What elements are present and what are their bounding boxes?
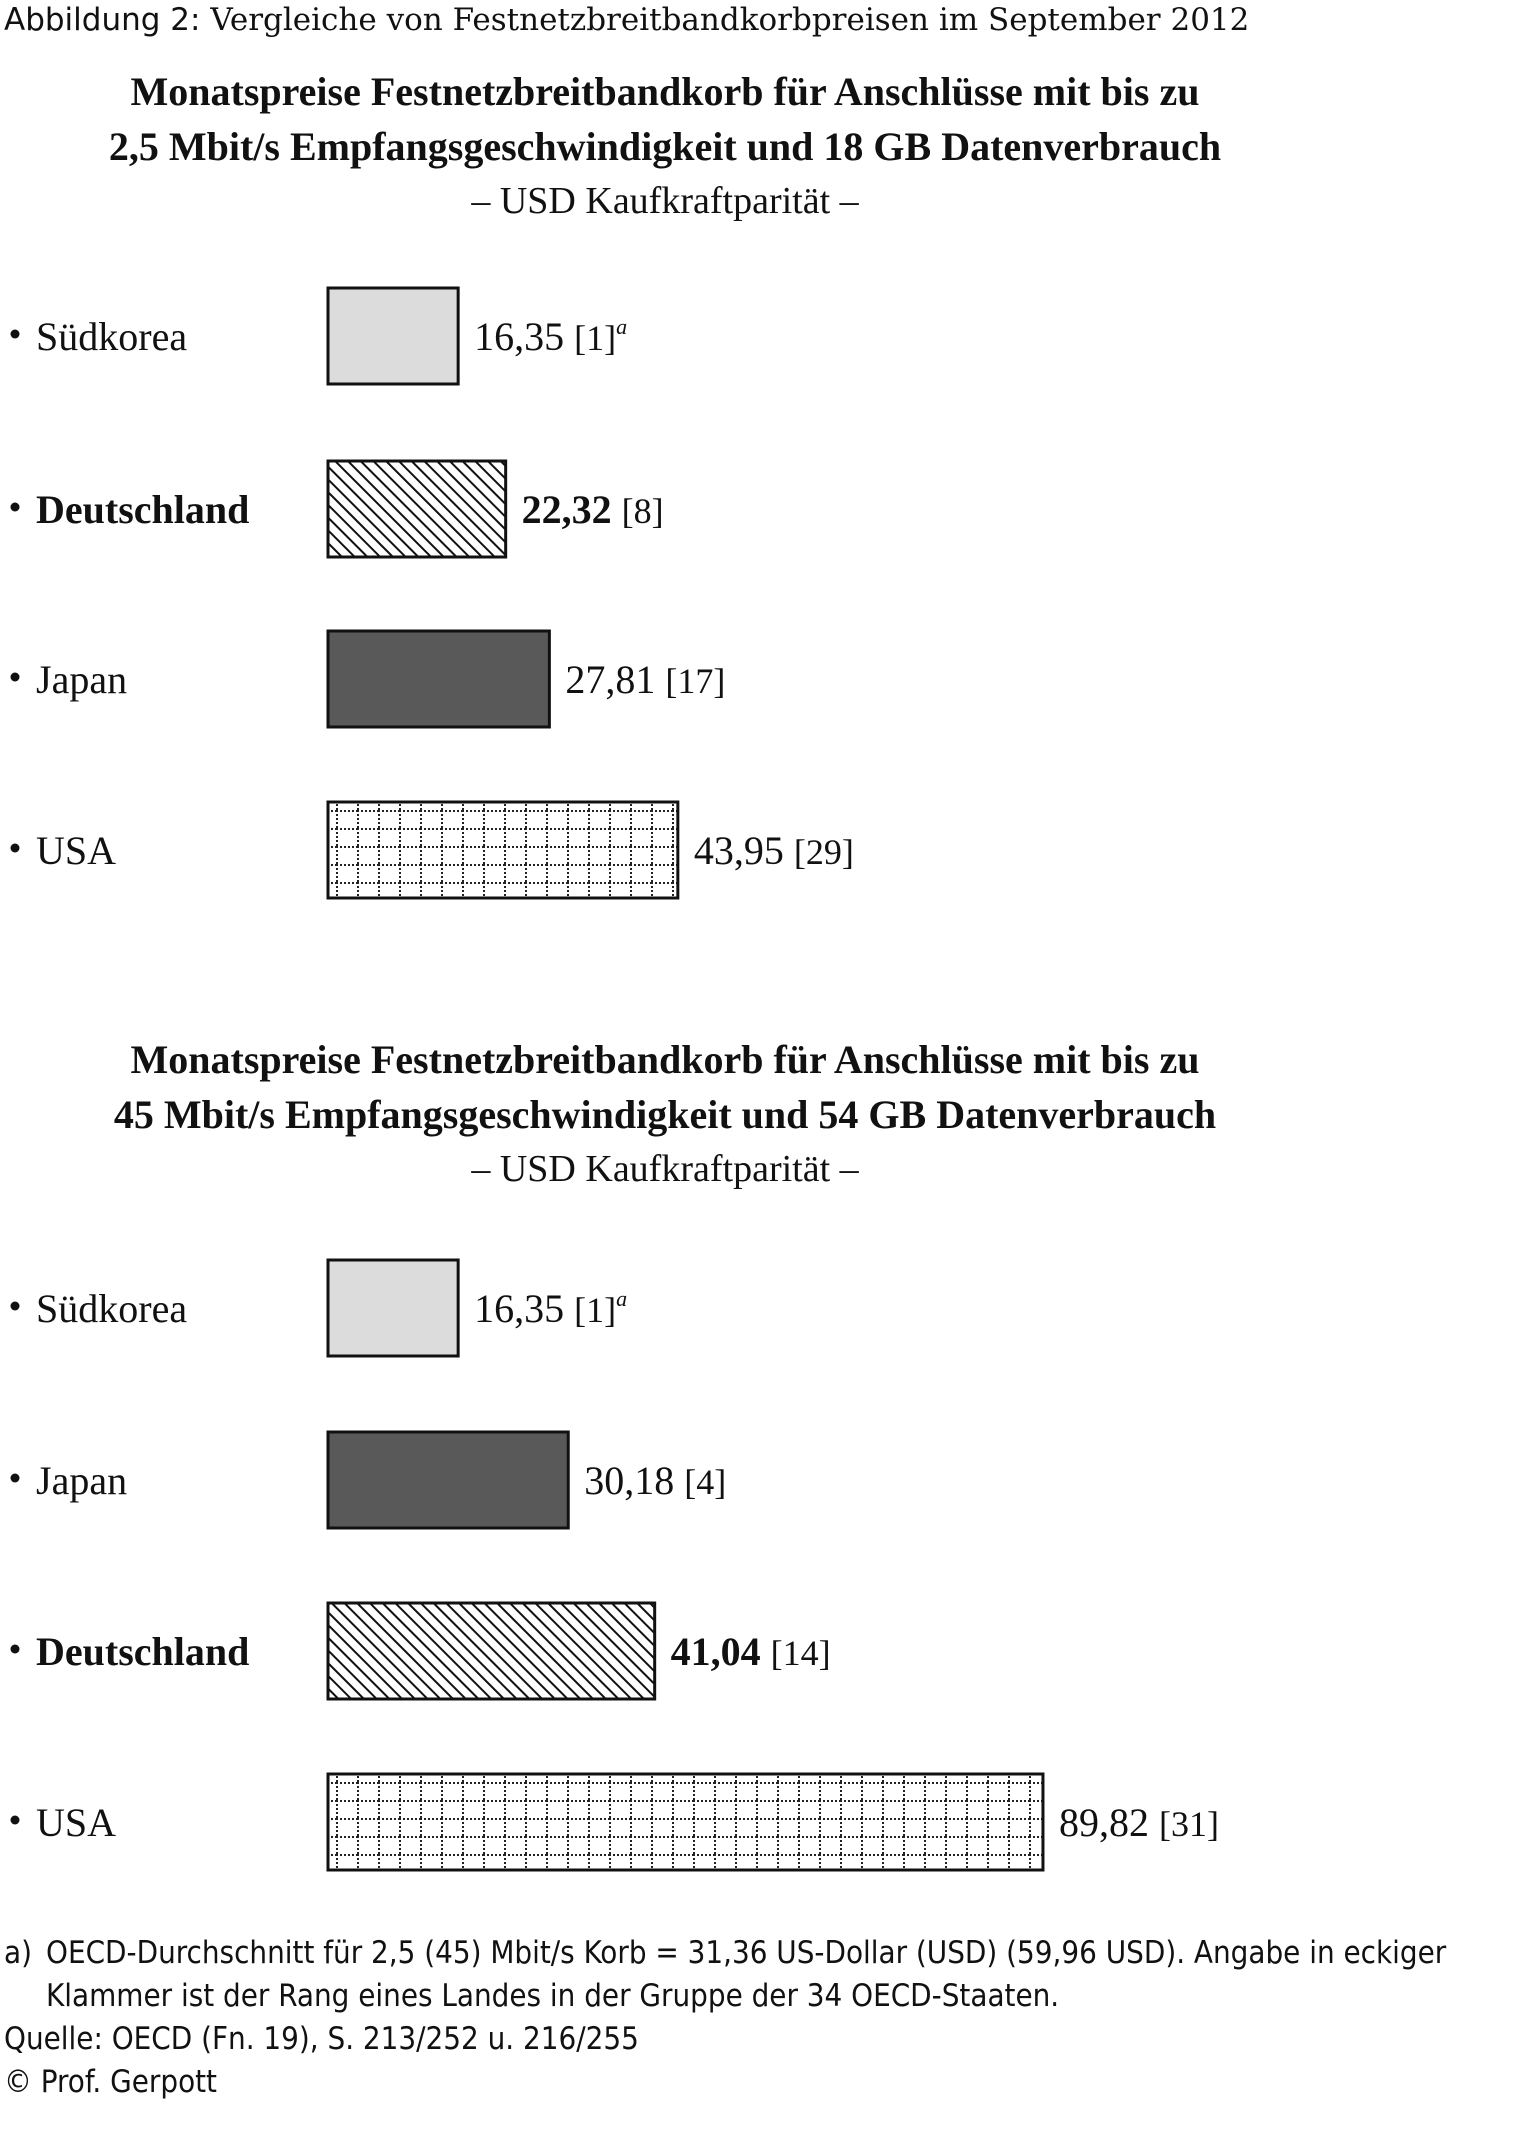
bar xyxy=(328,1774,1043,1870)
value-number: 41,04 xyxy=(670,1629,771,1674)
bullet-marker xyxy=(11,844,20,853)
bullet-marker xyxy=(11,1645,20,1654)
copyright-line: © Prof. Gerpott xyxy=(4,2064,217,2100)
rank-label: [8] xyxy=(621,491,664,531)
bar xyxy=(328,631,549,727)
rank-label: [4] xyxy=(684,1462,727,1502)
value-label xyxy=(1059,1800,1219,1845)
value-label xyxy=(694,828,854,873)
rank-label: [17] xyxy=(665,661,726,701)
source-line: Quelle: OECD (Fn. 19), S. 213/252 u. 216/255 xyxy=(4,2021,639,2057)
footnote-a xyxy=(0,1932,1515,2018)
footnote-mark: a xyxy=(616,314,628,339)
category-label: Deutschland xyxy=(36,487,250,532)
bar xyxy=(328,288,458,384)
value-number: 16,35 xyxy=(474,314,575,359)
bar xyxy=(328,461,506,557)
chart-title-line-2: 2,5 Mbit/s Empfangsgeschwindigkeit und 18 GB Datenverbrauch xyxy=(108,124,1222,169)
bullet-marker xyxy=(11,330,20,339)
bullet-marker xyxy=(11,1474,20,1483)
category-label: Deutschland xyxy=(36,1629,250,1674)
value-number: 43,95 xyxy=(693,828,794,873)
bar xyxy=(328,1603,655,1699)
bullet-marker xyxy=(11,1302,20,1311)
bar-row xyxy=(11,631,726,727)
chart-title-line-1: Monatspreise Festnetzbreitbandkorb für Anschlüsse mit bis zu xyxy=(130,1037,1200,1082)
bar-row xyxy=(11,461,664,557)
rank-label: [1] xyxy=(574,1290,617,1330)
footnote-a-marker: a) xyxy=(4,1935,32,1971)
value-number: 16,35 xyxy=(474,1286,575,1331)
bar-row xyxy=(11,1260,628,1356)
footnote-mark: a xyxy=(616,1286,628,1311)
value-label xyxy=(474,1286,627,1331)
value-number: 30,18 xyxy=(584,1458,685,1503)
category-label: Japan xyxy=(36,1458,128,1503)
bullet-marker xyxy=(11,673,20,682)
value-label xyxy=(522,487,664,532)
value-label xyxy=(474,314,627,359)
bar-row xyxy=(11,1432,727,1528)
value-label xyxy=(565,657,725,702)
chart-title-line-2: 45 Mbit/s Empfangsgeschwindigkeit und 54 GB Datenverbrauch xyxy=(113,1092,1217,1137)
rank-label: [29] xyxy=(793,832,854,872)
value-number: 27,81 xyxy=(565,657,666,702)
chart-1 xyxy=(11,69,1222,898)
figure-label: Abbildung 2: xyxy=(4,2,201,38)
rank-label: [1] xyxy=(574,318,617,358)
figure-title: Vergleiche von Festnetzbreitbandkorbpreisen im September 2012 xyxy=(210,2,1250,38)
chart-subtitle: – USD Kaufkraftparität – xyxy=(471,180,859,222)
bar-row xyxy=(11,288,628,384)
chart-subtitle: – USD Kaufkraftparität – xyxy=(471,1148,859,1190)
category-label: USA xyxy=(36,1800,117,1845)
bullet-marker xyxy=(11,503,20,512)
value-number: 22,32 xyxy=(521,487,622,532)
bar xyxy=(328,802,678,898)
rank-label: [31] xyxy=(1158,1804,1219,1844)
bar-row xyxy=(11,1603,831,1699)
value-label xyxy=(584,1458,726,1503)
footnote-a-text: OECD-Durchschnitt für 2,5 (45) Mbit/s Korb = 31,36 US-Dollar (USD) (59,96 USD). Angabe in eckiger Klammer ist der Rang eines Landes in der Gruppe der 34 OECD-Staaten. xyxy=(46,1935,1447,2014)
category-label: USA xyxy=(36,828,117,873)
bar-row xyxy=(11,1774,1219,1870)
chart-title-line-1: Monatspreise Festnetzbreitbandkorb für Anschlüsse mit bis zu xyxy=(130,69,1200,114)
value-label xyxy=(671,1629,831,1674)
rank-label: [14] xyxy=(770,1633,831,1673)
value-number: 89,82 xyxy=(1058,1800,1159,1845)
bullet-marker xyxy=(11,1816,20,1825)
footnotes xyxy=(0,1932,1515,2104)
category-label: Südkorea xyxy=(36,1286,188,1331)
chart-2 xyxy=(11,1037,1219,1870)
bar xyxy=(328,1432,568,1528)
category-label: Japan xyxy=(36,657,128,702)
bar-row xyxy=(11,802,854,898)
bar xyxy=(328,1260,458,1356)
category-label: Südkorea xyxy=(36,314,188,359)
